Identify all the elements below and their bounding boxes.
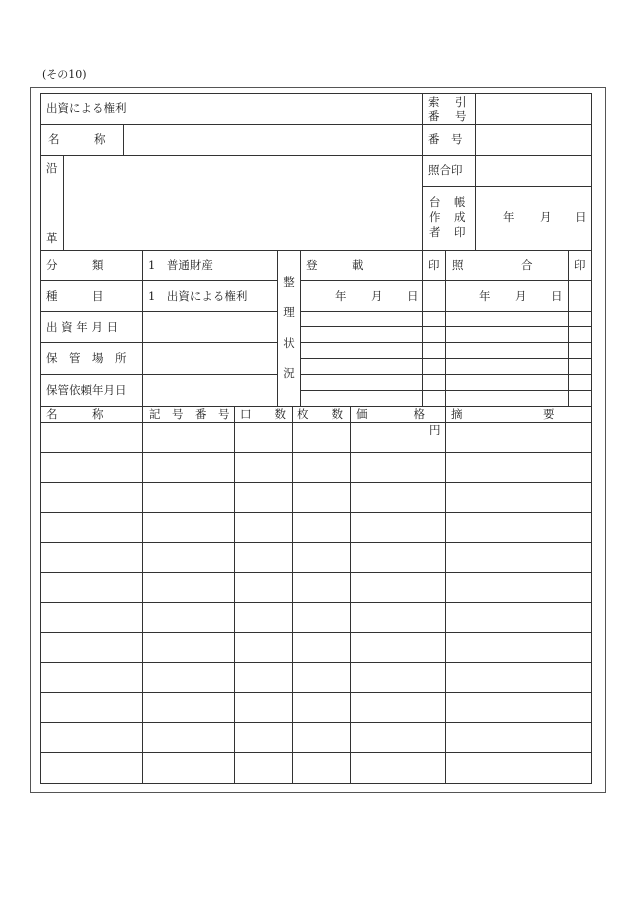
col-symbol-number: 記 号 番 号 [149,407,230,421]
outer-frame [30,87,606,793]
page-label: (その10) [42,68,87,81]
col-shares: 枚 数 [297,407,343,421]
col-name: 名 称 [46,407,104,421]
seal-label-2: 印 [574,258,586,272]
col-remarks: 摘 要 [451,407,555,421]
collation-seal-label: 照合印 [428,163,463,177]
document-title: 出資による権利 [46,101,127,115]
seal-label-1: 印 [428,258,440,272]
price-unit: 円 [429,423,441,437]
col-price: 価 格 [356,407,425,421]
status-label: 整 理 状 況 [283,275,295,380]
registration-label: 登 載 [306,258,364,272]
col-units: 口 数 [240,407,286,421]
name-label: 名 称 [48,132,106,146]
number-label: 番 号 [428,132,463,146]
collation-label: 照 合 [452,258,533,272]
history-label-bottom: 革 [46,231,58,245]
history-label-top: 沿 [46,161,58,175]
